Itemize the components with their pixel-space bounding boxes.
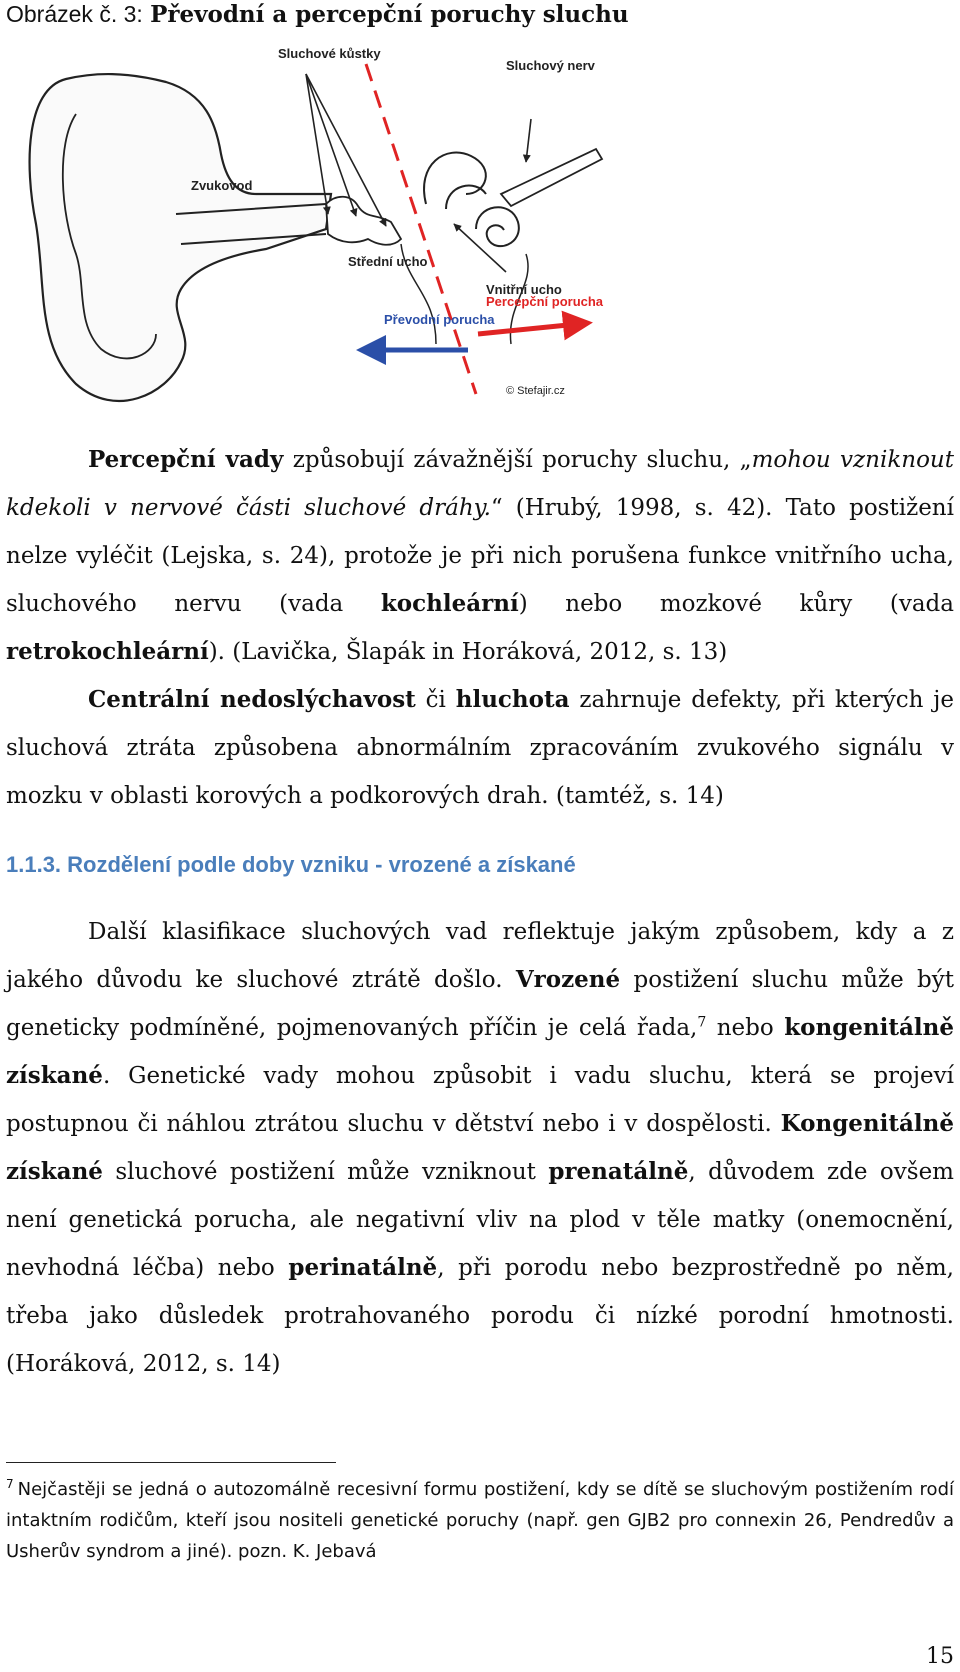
footnote-mark: 7 bbox=[6, 1477, 14, 1491]
ear-diagram bbox=[6, 44, 626, 426]
section-heading: 1.1.3. Rozdělení podle doby vzniku - vrozené a získané bbox=[6, 852, 576, 877]
term-congenital: Vrozené bbox=[515, 966, 621, 993]
term-congenitally-acquired: kongenitálně získané bbox=[6, 1014, 954, 1089]
term-central-hearing-loss: Centrální nedoslýchavost bbox=[88, 686, 416, 713]
term-deafness: hluchota bbox=[455, 686, 570, 713]
semicircular-canals bbox=[424, 153, 486, 209]
page-number: 15 bbox=[926, 1644, 954, 1669]
footnote bbox=[6, 1474, 954, 1567]
term-prenatal: prenatálně bbox=[548, 1158, 689, 1185]
footnote-separator bbox=[6, 1462, 336, 1463]
label-inner-ear: Vnitřní ucho bbox=[486, 282, 562, 297]
label-perceptive: Percepční porucha bbox=[486, 294, 604, 309]
term-cochlear: kochleární bbox=[380, 590, 519, 617]
ossicles-shape bbox=[326, 197, 401, 245]
auditory-nerve bbox=[501, 149, 602, 206]
label-conductive: Převodní porucha bbox=[384, 312, 495, 327]
term-retrocochlear: retrokochleární bbox=[6, 638, 209, 665]
pointer-nerve bbox=[526, 119, 531, 162]
paragraph-central-hearing-loss: Centrální nedoslýchavost či hluchota zahrnuje defekty, při kterých je sluchová ztráta způsobena abnormálním zpracováním zvukového signálu v mozku v oblasti korových a podkorových drah. (tamtéž, s. 14) bbox=[6, 686, 954, 809]
label-ossicles: Sluchové kůstky bbox=[278, 46, 381, 61]
label-credit: © Stefajir.cz bbox=[506, 385, 565, 397]
cochlea-spiral bbox=[476, 207, 519, 246]
footnote-reference[interactable]: 7 bbox=[697, 1014, 707, 1031]
label-nerve: Sluchový nerv bbox=[506, 58, 595, 73]
quote: mohou vzniknout kdekoli v nervové části sluchové dráhy. bbox=[6, 447, 954, 521]
paragraph-classification: Další klasifikace sluchových vad reflektuje jakým způsobem, kdy a z jakého důvodu ke sluchové ztrátě došlo. Vrozené postižení sluchu může být geneticky podmíněné, pojmenovaných příčin je celá řada,$^7$ nebo kongenitálně získané. Genetické vady mohou způsobit i vadu sluchu, která se projeví postupnou či náhlou ztrátou sluchu v dětství nebo i v dospělosti. Kongenitálně získané sluchové postižení může vzniknout prenatálně, důvodem zde ovšem není genetická porucha, ale negativní vliv na plod v těle matky (onemocnění, nevhodná léčba) nebo perinatálně, při porodu nebo bezprostředně po něm, třeba jako důsledek protrahovaného porodu či nízké porodní hmotnosti. (Horáková, 2012, s. 14) bbox=[6, 919, 955, 1377]
pointer-inner-ear bbox=[454, 224, 506, 272]
footnote-text: Nejčastěji se jedná o autozomálně recesivní formu postižení, kdy se dítě se sluchovým postižením rodí intaktním rodičům, kteří jsou nositeli genetické poruchy (např. gen GJB2 pro connexin 26, Pendredův a Usherův syndrom a jiné). pozn. K. Jebavá bbox=[6, 1479, 954, 1562]
figure-caption-title: Převodní a percepční poruchy sluchu bbox=[150, 1, 629, 28]
figure-caption bbox=[6, 0, 629, 29]
term-congenitally-acquired-2: Kongenitálně získané bbox=[6, 1110, 954, 1185]
term-perinatal: perinatálně bbox=[288, 1254, 438, 1281]
label-canal: Zvukovod bbox=[191, 178, 253, 193]
figure-caption-label: Obrázek č. 3: bbox=[6, 1, 143, 27]
label-middle-ear: Střední ucho bbox=[348, 254, 428, 269]
term-perceptive-defects: Percepční vady bbox=[88, 446, 284, 473]
paragraph-perceptive-defects: Percepční vady způsobují závažnější poruchy sluchu, „mohou vzniknout kdekoli v nervové části sluchové dráhy.“ (Hrubý, 1998, s. 42). Tato postižení nelze vyléčit (Lejska, s. 24), protože je při nich porušena funkce vnitřního ucha, sluchového nervu (vada kochleární) nebo mozkové kůry (vada retrokochleární). (Lavička, Šlapák in Horáková, 2012, s. 13) bbox=[6, 446, 954, 665]
